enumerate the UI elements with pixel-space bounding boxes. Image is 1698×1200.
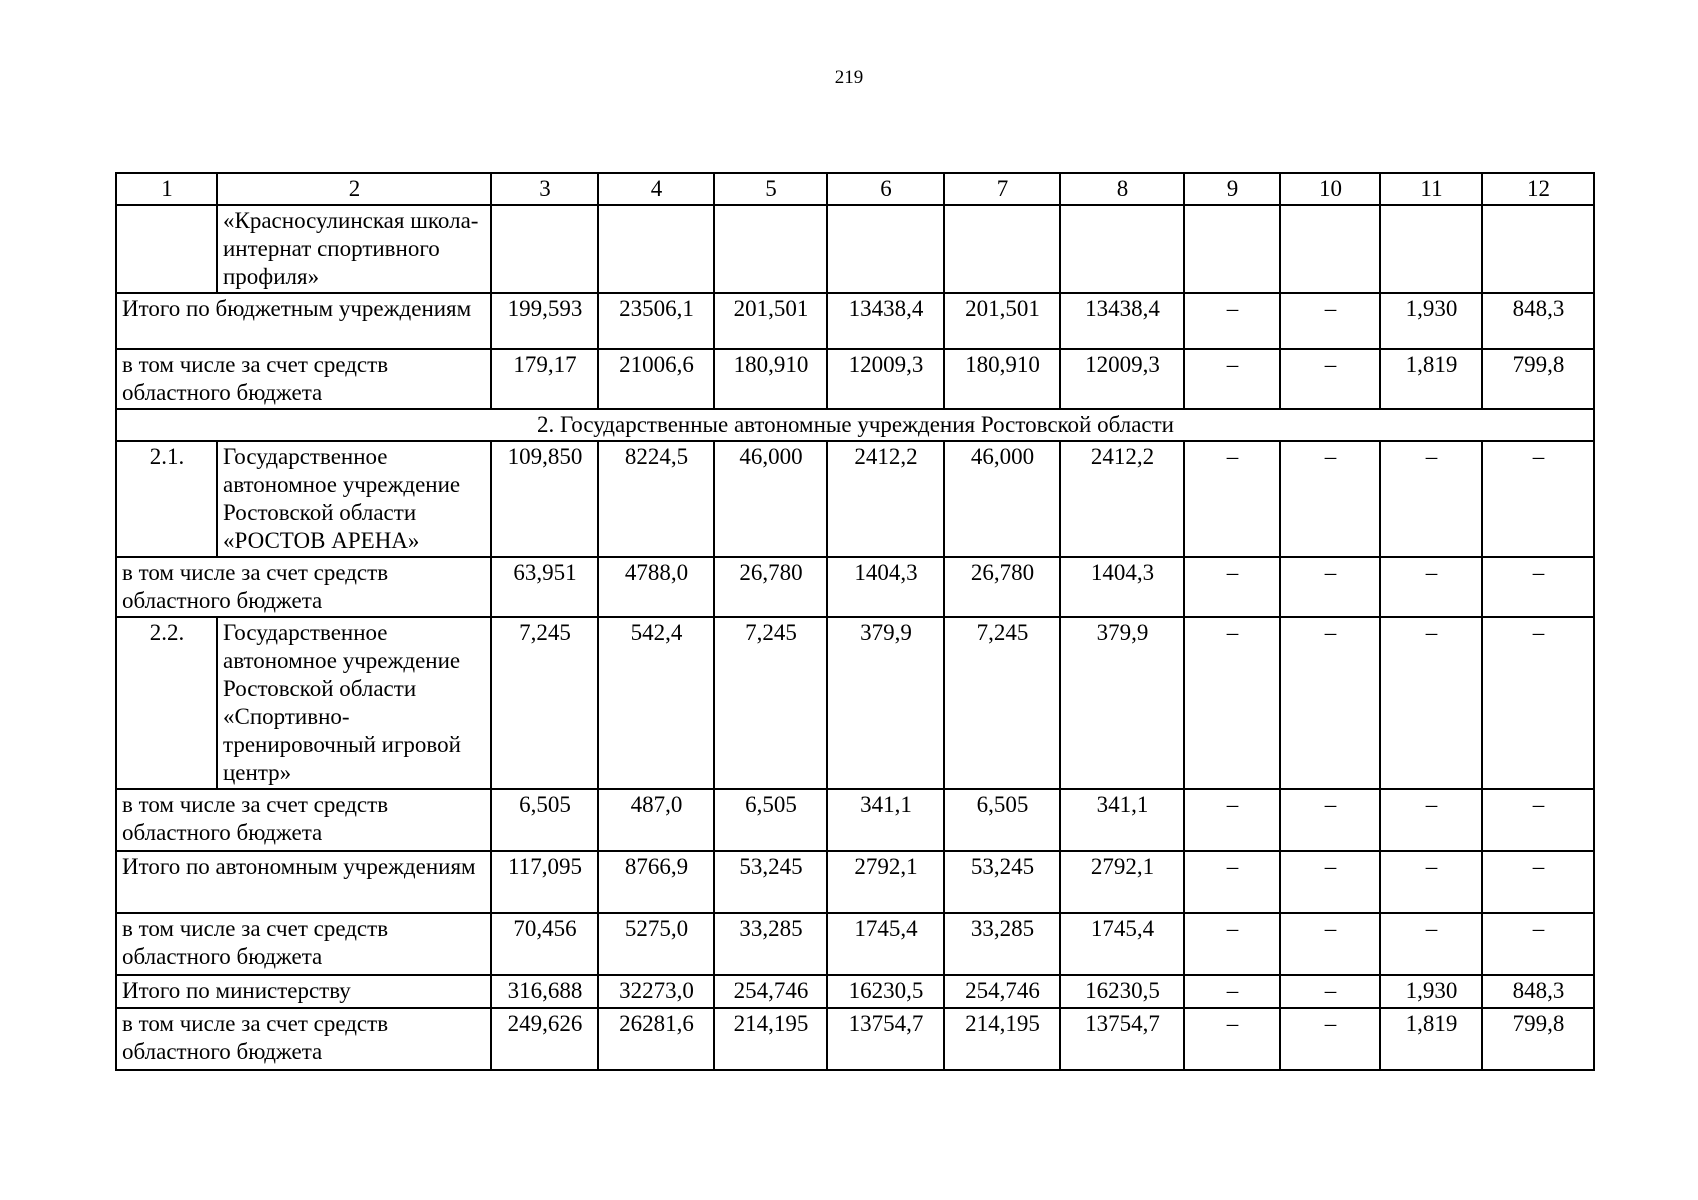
total-row [116, 975, 1594, 1008]
value-cell: 26,780 [944, 557, 1060, 617]
value-cell: – [1184, 617, 1280, 789]
value-cell: 7,245 [714, 617, 827, 789]
value-cell: – [1184, 349, 1280, 409]
value-cell: – [1380, 913, 1482, 975]
value-cell: 26281,6 [598, 1008, 714, 1070]
value-cell: – [1184, 913, 1280, 975]
column-header: 6 [827, 173, 944, 205]
value-cell [1280, 205, 1380, 293]
value-cell: – [1380, 557, 1482, 617]
value-cell: 1,819 [1380, 349, 1482, 409]
value-cell: 799,8 [1482, 1008, 1594, 1070]
value-cell: 12009,3 [827, 349, 944, 409]
value-cell: 487,0 [598, 789, 714, 851]
value-cell: 6,505 [491, 789, 598, 851]
value-cell: 46,000 [944, 441, 1060, 557]
row-index [116, 205, 217, 293]
value-cell: – [1482, 441, 1594, 557]
column-header: 3 [491, 173, 598, 205]
value-cell: 341,1 [827, 789, 944, 851]
value-cell: 214,195 [944, 1008, 1060, 1070]
value-cell: 33,285 [714, 913, 827, 975]
column-header: 9 [1184, 173, 1280, 205]
value-cell: 23506,1 [598, 293, 714, 349]
value-cell: 379,9 [827, 617, 944, 789]
value-cell: 16230,5 [827, 975, 944, 1008]
value-cell: 848,3 [1482, 293, 1594, 349]
value-cell: 13754,7 [827, 1008, 944, 1070]
value-cell: 4788,0 [598, 557, 714, 617]
row-label: в том числе за счет средств областного бюджета [116, 1008, 491, 1070]
institution-name: «Красносулинская школа-интернат спортивного профиля» [217, 205, 491, 293]
value-cell: 21006,6 [598, 349, 714, 409]
total-row [116, 851, 1594, 913]
total-row [116, 349, 1594, 409]
value-cell: 117,095 [491, 851, 598, 913]
value-cell: 1404,3 [827, 557, 944, 617]
value-cell: 6,505 [714, 789, 827, 851]
value-cell: 13438,4 [1060, 293, 1184, 349]
value-cell: 1,930 [1380, 975, 1482, 1008]
value-cell: 201,501 [944, 293, 1060, 349]
value-cell: 2792,1 [827, 851, 944, 913]
column-header: 8 [1060, 173, 1184, 205]
value-cell [491, 205, 598, 293]
column-header: 2 [217, 173, 491, 205]
value-cell: – [1184, 789, 1280, 851]
value-cell: 254,746 [944, 975, 1060, 1008]
institution-name: Государственное автономное учреждение Ростовской области «РОСТОВ АРЕНА» [217, 441, 491, 557]
total-row [116, 789, 1594, 851]
item-row [116, 205, 1594, 293]
column-header: 1 [116, 173, 217, 205]
value-cell: 7,245 [944, 617, 1060, 789]
value-cell: 7,245 [491, 617, 598, 789]
total-row [116, 293, 1594, 349]
value-cell: – [1482, 617, 1594, 789]
column-header: 5 [714, 173, 827, 205]
value-cell: – [1280, 617, 1380, 789]
section-title: 2. Государственные автономные учреждения Ростовской области [116, 409, 1594, 441]
value-cell: 542,4 [598, 617, 714, 789]
value-cell: 46,000 [714, 441, 827, 557]
value-cell: 6,505 [944, 789, 1060, 851]
column-header: 4 [598, 173, 714, 205]
value-cell: 2792,1 [1060, 851, 1184, 913]
table-header-row [116, 173, 1594, 205]
value-cell: 53,245 [714, 851, 827, 913]
row-index: 2.2. [116, 617, 217, 789]
value-cell: 316,688 [491, 975, 598, 1008]
value-cell: 13754,7 [1060, 1008, 1184, 1070]
row-label: в том числе за счет средств областного бюджета [116, 789, 491, 851]
value-cell: 8224,5 [598, 441, 714, 557]
value-cell [1380, 205, 1482, 293]
value-cell: 179,17 [491, 349, 598, 409]
row-label: Итого по автономным учреждениям [116, 851, 491, 913]
value-cell: 1745,4 [827, 913, 944, 975]
row-index: 2.1. [116, 441, 217, 557]
value-cell: – [1184, 975, 1280, 1008]
value-cell: – [1380, 441, 1482, 557]
value-cell [1184, 205, 1280, 293]
value-cell: – [1184, 1008, 1280, 1070]
value-cell: 214,195 [714, 1008, 827, 1070]
value-cell: – [1380, 789, 1482, 851]
value-cell: 180,910 [714, 349, 827, 409]
value-cell: 180,910 [944, 349, 1060, 409]
value-cell: 8766,9 [598, 851, 714, 913]
value-cell: 70,456 [491, 913, 598, 975]
value-cell [714, 205, 827, 293]
value-cell [598, 205, 714, 293]
value-cell: 53,245 [944, 851, 1060, 913]
item-row [116, 441, 1594, 557]
value-cell [1060, 205, 1184, 293]
value-cell: 33,285 [944, 913, 1060, 975]
value-cell: 109,850 [491, 441, 598, 557]
value-cell: – [1482, 789, 1594, 851]
value-cell: – [1280, 349, 1380, 409]
value-cell: 1745,4 [1060, 913, 1184, 975]
column-header: 12 [1482, 173, 1594, 205]
value-cell: 26,780 [714, 557, 827, 617]
value-cell: – [1482, 913, 1594, 975]
value-cell: – [1184, 851, 1280, 913]
value-cell: – [1280, 975, 1380, 1008]
value-cell: 799,8 [1482, 349, 1594, 409]
institution-name: Государственное автономное учреждение Ростовской области «Спортивно-тренировочный игровой центр» [217, 617, 491, 789]
total-row [116, 557, 1594, 617]
value-cell: 1,930 [1380, 293, 1482, 349]
column-header: 7 [944, 173, 1060, 205]
value-cell: – [1280, 557, 1380, 617]
value-cell [1482, 205, 1594, 293]
value-cell: 13438,4 [827, 293, 944, 349]
value-cell: 1,819 [1380, 1008, 1482, 1070]
value-cell: 2412,2 [1060, 441, 1184, 557]
value-cell: 12009,3 [1060, 349, 1184, 409]
value-cell: – [1280, 1008, 1380, 1070]
total-row [116, 913, 1594, 975]
value-cell: – [1280, 789, 1380, 851]
row-label: в том числе за счет средств областного бюджета [116, 913, 491, 975]
value-cell: – [1380, 617, 1482, 789]
budget-table [115, 172, 1595, 1071]
value-cell: 5275,0 [598, 913, 714, 975]
value-cell: – [1184, 441, 1280, 557]
value-cell: 199,593 [491, 293, 598, 349]
value-cell: 201,501 [714, 293, 827, 349]
row-label: в том числе за счет средств областного бюджета [116, 557, 491, 617]
column-header: 11 [1380, 173, 1482, 205]
value-cell: – [1280, 851, 1380, 913]
value-cell: – [1482, 557, 1594, 617]
value-cell: – [1280, 293, 1380, 349]
value-cell: – [1380, 851, 1482, 913]
value-cell: 341,1 [1060, 789, 1184, 851]
column-header: 10 [1280, 173, 1380, 205]
row-label: Итого по бюджетным учреждениям [116, 293, 491, 349]
value-cell [827, 205, 944, 293]
value-cell: 254,746 [714, 975, 827, 1008]
value-cell: 16230,5 [1060, 975, 1184, 1008]
item-row [116, 617, 1594, 789]
value-cell: 2412,2 [827, 441, 944, 557]
section-row [116, 409, 1594, 441]
value-cell: – [1482, 851, 1594, 913]
value-cell: – [1184, 557, 1280, 617]
value-cell: 379,9 [1060, 617, 1184, 789]
value-cell: 848,3 [1482, 975, 1594, 1008]
value-cell [944, 205, 1060, 293]
row-label: в том числе за счет средств областного бюджета [116, 349, 491, 409]
value-cell: – [1184, 293, 1280, 349]
value-cell: 63,951 [491, 557, 598, 617]
value-cell: – [1280, 441, 1380, 557]
page-number: 219 [834, 67, 864, 88]
value-cell: 32273,0 [598, 975, 714, 1008]
value-cell: 1404,3 [1060, 557, 1184, 617]
value-cell: – [1280, 913, 1380, 975]
total-row [116, 1008, 1594, 1070]
row-label: Итого по министерству [116, 975, 491, 1008]
value-cell: 249,626 [491, 1008, 598, 1070]
